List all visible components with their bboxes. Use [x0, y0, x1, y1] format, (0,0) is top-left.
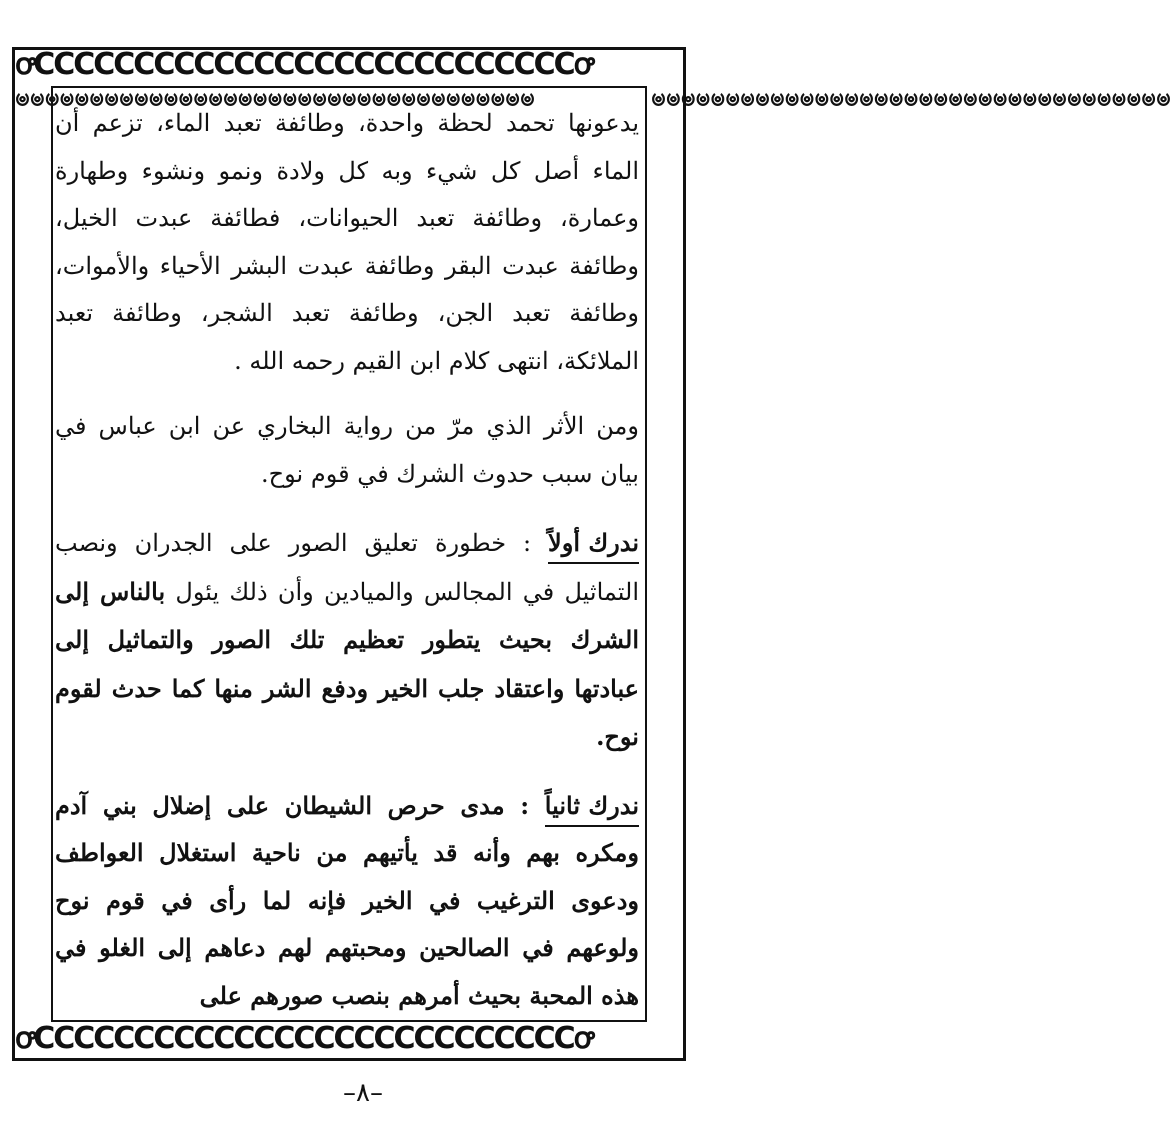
- page-body: [55, 100, 639, 1019]
- paragraph-second-lesson: [55, 782, 639, 1020]
- first-lesson-heading: ندرك أولاً: [548, 526, 639, 564]
- ornament-band-top: ꝍCCCCCCCCCCCCCCCCCCCCCCCCCCCꝍ: [15, 47, 592, 82]
- first-lesson-text-bold: بالناس إلى الشرك بحيث يتطور تعظيم تلك الصور والتماثيل إلى عبادتها واعتقاد جلب الخير ودفع الشر منها كما حدث لقوم نوح.: [55, 576, 640, 751]
- second-lesson-text: : مدى حرص الشيطان على إضلال بني: [87, 790, 545, 820]
- ornament-band-left: ၑၑၑၑၑၑၑၑၑၑၑၑၑၑၑၑၑၑၑၑၑၑၑၑၑၑၑၑၑၑၑၑၑၑၑ: [15, 82, 535, 112]
- ornament-band-bottom: ꝍCCCCCCCCCCCCCCCCCCCCCCCCCCCꝍ: [15, 1021, 592, 1056]
- page-number: –٨–: [343, 1078, 383, 1108]
- first-lesson-text: : خطورة تعليق الصور على الجدران ونصب التماثيل في المجالس والميادين وأن ذلك يئول: [55, 529, 639, 606]
- second-lesson-text-bold: آدم ومكره بهم وأنه قد يأتيهم من ناحية استغلال العواطف ودعوى الترغيب في الخير فإنه لما رأى في قوم نوح ولوعهم في الصالحين ومحبتهم لهم دعاهم إلى الغلو في هذه المحبة بحيث أمرهم بنصب صورهم على: [55, 790, 639, 1010]
- second-lesson-heading: ندرك ثانياً: [545, 789, 639, 827]
- paragraph-bukhari-narration: ومن الأثر الذي مرّ من رواية البخاري عن ابن عباس في بيان سبب حدوث الشرك في قوم نوح.: [55, 412, 639, 488]
- ornament-band-right: ၑၑၑၑၑၑၑၑၑၑၑၑၑၑၑၑၑၑၑၑၑၑၑၑၑၑၑၑၑၑၑၑၑၑၑ: [651, 82, 1171, 112]
- paragraph-first-lesson: [55, 520, 639, 762]
- paragraph-ibn-qayyim-quote: يدعونها تحمد لحظة واحدة، وطائفة تعبد الماء، تزعم أن الماء أصل كل شيء وبه كل ولادة ونمو ونشوء وطهارة وعمارة، وطائفة تعبد الحيوانات، فطائفة عبدت الخيل، وطائفة عبدت البقر وطائفة عبدت البشر الأحياء والأموات، وطائفة تعبد الجن، وطائفة تعبد الشجر، وطائفة تعبد الملائكة، انتهى كلام ابن القيم رحمه الله .: [55, 109, 639, 375]
